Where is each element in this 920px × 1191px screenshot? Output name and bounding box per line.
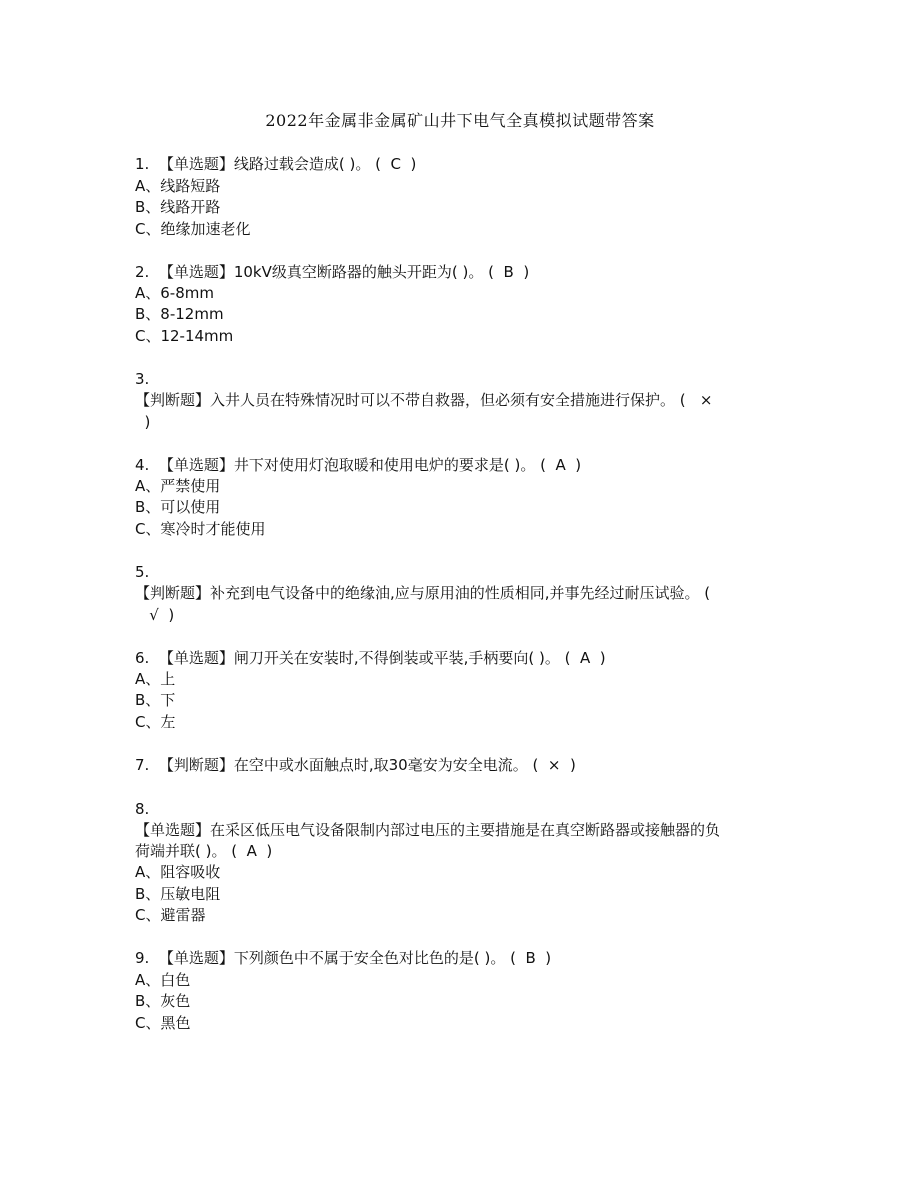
question-9-option-a: A、白色 xyxy=(135,971,191,989)
question-3-number: 3. xyxy=(135,370,150,388)
question-9-stem: 9. 【单选题】下列颜色中不属于安全色对比色的是( )。 ( B ) xyxy=(135,949,552,967)
question-1-option-c: C、绝缘加速老化 xyxy=(135,220,251,238)
question-2-stem: 2. 【单选题】10kV级真空断路器的触头开距为( )。 ( B ) xyxy=(135,263,530,281)
question-3-stem-cont: ) xyxy=(135,413,151,431)
document-title: 2022年金属非金属矿山井下电气全真模拟试题带答案 xyxy=(265,111,655,130)
question-4-option-a: A、严禁使用 xyxy=(135,477,221,495)
question-4-option-b: B、可以使用 xyxy=(135,498,221,516)
question-1-stem: 1. 【单选题】线路过载会造成( )。 ( C ) xyxy=(135,155,417,173)
question-8-number: 8. xyxy=(135,800,150,818)
question-5-stem: 【判断题】补充到电气设备中的绝缘油,应与原用油的性质相同,并事先经过耐压试验。 ( xyxy=(135,584,711,602)
question-2-option-c: C、12-14mm xyxy=(135,327,234,345)
question-4-option-c: C、寒冷时才能使用 xyxy=(135,520,266,538)
question-8-option-b: B、压敏电阻 xyxy=(135,885,221,903)
question-5-stem-cont: √ ) xyxy=(135,606,175,624)
question-2-option-a: A、6-8mm xyxy=(135,284,214,302)
question-1-option-a: A、线路短路 xyxy=(135,177,221,195)
question-9-option-b: B、灰色 xyxy=(135,992,191,1010)
question-4-stem: 4. 【单选题】井下对使用灯泡取暖和使用电炉的要求是( )。 ( A ) xyxy=(135,456,582,474)
question-8-option-a: A、阻容吸收 xyxy=(135,863,221,881)
question-6-option-b: B、下 xyxy=(135,691,176,709)
question-1-option-b: B、线路开路 xyxy=(135,198,221,216)
question-8-stem-cont: 荷端并联( )。 ( A ) xyxy=(135,842,273,860)
question-6-stem: 6. 【单选题】闸刀开关在安装时,不得倒装或平装,手柄要向( )。 ( A ) xyxy=(135,649,606,667)
question-7-stem: 7. 【判断题】在空中或水面触点时,取30毫安为安全电流。 ( × ) xyxy=(135,756,576,774)
question-8-option-c: C、避雷器 xyxy=(135,906,206,924)
question-5-number: 5. xyxy=(135,563,150,581)
question-6-option-a: A、上 xyxy=(135,670,176,688)
question-9-option-c: C、黑色 xyxy=(135,1014,191,1032)
question-8-stem: 【单选题】在采区低压电气设备限制内部过电压的主要措施是在真空断路器或接触器的负 xyxy=(135,821,721,839)
question-6-option-c: C、左 xyxy=(135,713,176,731)
question-2-option-b: B、8-12mm xyxy=(135,305,224,323)
question-3-stem: 【判断题】入井人员在特殊情况时可以不带自救器，但必须有安全措施进行保护。 ( × xyxy=(135,391,713,409)
